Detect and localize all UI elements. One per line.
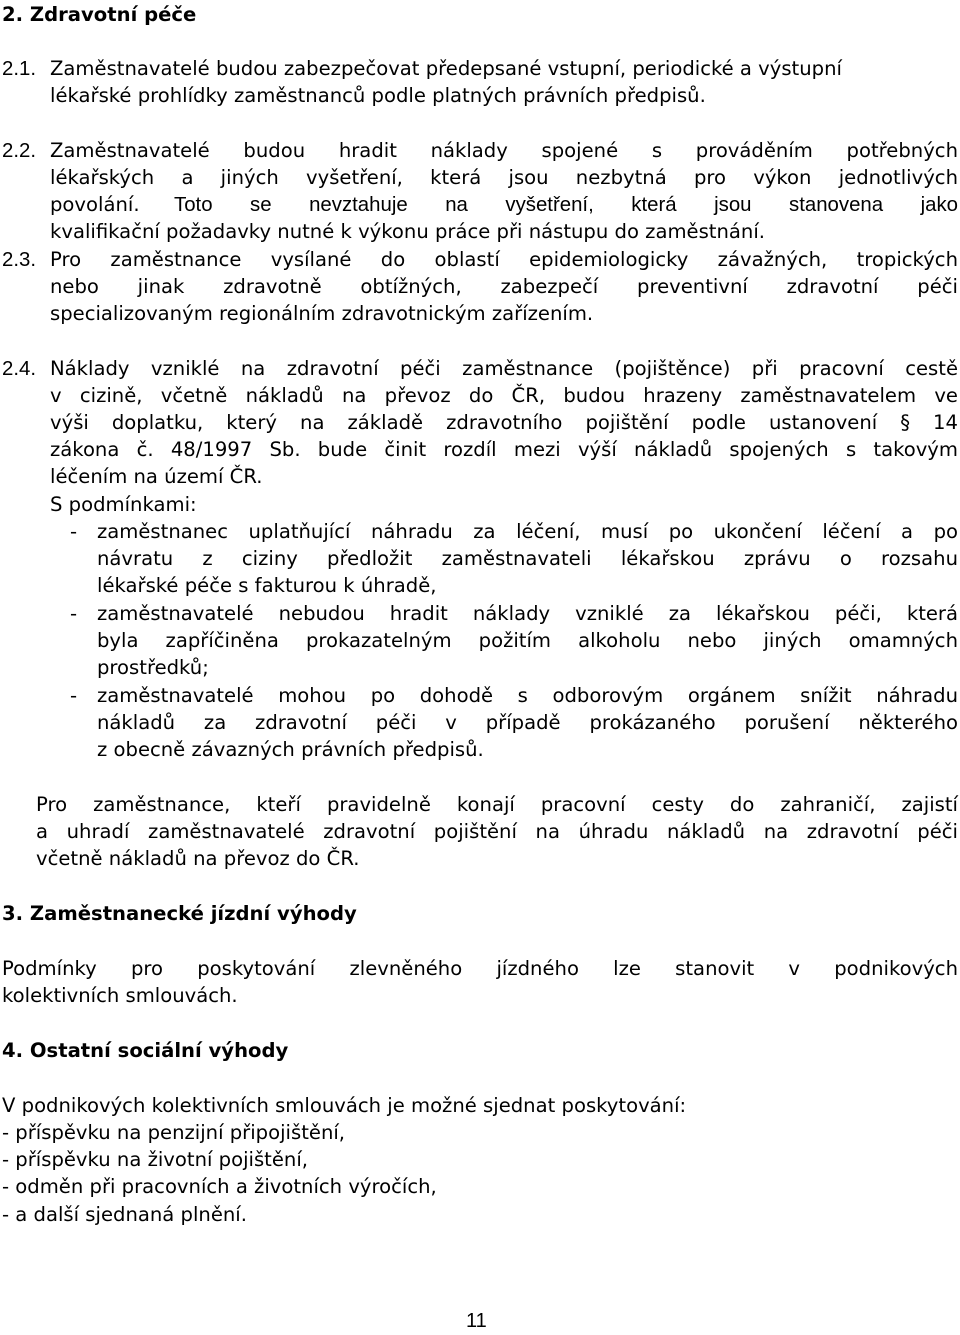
bullet-2-line-3: prostředků; bbox=[97, 656, 209, 679]
list-item: - příspěvku na penzijní připojištění, bbox=[2, 1121, 346, 1144]
paragraph-2-4-line-1: Náklady vzniklé na zdravotní péči zaměstnance (pojištěnce) při pracovní cestě bbox=[50, 357, 958, 380]
bullet-2-line-2: byla zapříčiněna prokazatelným požitím alkoholu nebo jiných omamných bbox=[97, 629, 958, 652]
bullet-3-line-2: nákladů za zdravotní péči v případě prokázaného porušení některého bbox=[97, 711, 958, 734]
paragraph-2-1-line-1: Zaměstnavatelé budou zabezpečovat předepsané vstupní, periodické a výstupní bbox=[50, 57, 842, 80]
section-4-heading: 4. Ostatní sociální výhody bbox=[2, 1039, 289, 1062]
paragraph-2-4-line-2: v cizině, včetně nákladů na převoz do ČR, budou hrazeny zaměstnavatelem ve bbox=[50, 384, 958, 407]
page-number: 11 bbox=[466, 1310, 487, 1332]
paragraph-number-2-3: 2.3. bbox=[2, 249, 37, 271]
bullet-2-dash: - bbox=[70, 602, 78, 625]
paragraph-2-4-line-3: výši doplatku, který na základě zdravotního pojištění podle ustanovení § 14 bbox=[50, 411, 958, 434]
list-item: - příspěvku na životní pojištění, bbox=[2, 1148, 309, 1171]
bullet-1-dash: - bbox=[70, 520, 78, 543]
conditions-label: S podmínkami: bbox=[50, 493, 197, 516]
bullet-3-dash: - bbox=[70, 684, 78, 707]
bullet-3-line-3: z obecně závazných právních předpisů. bbox=[97, 738, 484, 761]
paragraph-number-2-2: 2.2. bbox=[2, 140, 37, 162]
section-4-intro: V podnikových kolektivních smlouvách je možné sjednat poskytování: bbox=[2, 1094, 687, 1117]
paragraph-2-2-line-3b: Toto se nevztahuje na vyšetření, která jsou stanovena jako bbox=[174, 194, 958, 216]
paragraph-2-4-line-5: léčením na území ČR. bbox=[50, 465, 263, 488]
paragraph-2-1-line-2: lékařské prohlídky zaměstnanců podle platných právních předpisů. bbox=[50, 84, 706, 107]
section-3-line-2: kolektivních smlouvách. bbox=[2, 984, 238, 1007]
paragraph-2-3-line-3: specializovaným regionálním zdravotnickým zařízením. bbox=[50, 302, 594, 325]
section-2-heading: 2. Zdravotní péče bbox=[2, 3, 197, 26]
paragraph-2-2-line-4: kvalifikační požadavky nutné k výkonu práce při nástupu do zaměstnání. bbox=[50, 220, 765, 243]
bullet-1-line-2: návratu z ciziny předložit zaměstnavateli lékařskou zprávu o rozsahu bbox=[97, 547, 958, 570]
bullet-1-line-1: zaměstnanec uplatňující náhradu za léčení, musí po ukončení léčení a po bbox=[97, 520, 958, 543]
list-item: - a další sjednaná plnění. bbox=[2, 1203, 247, 1226]
closing-paragraph-line-2: a uhradí zaměstnavatelé zdravotní pojištění na úhradu nákladů na zdravotní péči bbox=[36, 820, 958, 843]
closing-paragraph-line-3: včetně nákladů na převoz do ČR. bbox=[36, 847, 360, 870]
paragraph-number-2-4: 2.4. bbox=[2, 358, 37, 380]
paragraph-2-3-line-1: Pro zaměstnance vysílané do oblastí epidemiologicky závažných, tropických bbox=[50, 248, 958, 271]
paragraph-2-2-line-1: Zaměstnavatelé budou hradit náklady spojené s prováděním potřebných bbox=[50, 139, 958, 162]
paragraph-number-2-1: 2.1. bbox=[2, 58, 37, 80]
paragraph-2-3-line-2: nebo jinak zdravotně obtížných, zabezpečí preventivní zdravotní péči bbox=[50, 275, 958, 298]
section-3-line-1: Podmínky pro poskytování zlevněného jízdného lze stanovit v podnikových bbox=[2, 957, 958, 980]
bullet-2-line-1: zaměstnavatelé nebudou hradit náklady vzniklé za lékařskou péči, která bbox=[97, 602, 958, 625]
bullet-3-line-1: zaměstnavatelé mohou po dohodě s odborovým orgánem snížit náhradu bbox=[97, 684, 958, 707]
paragraph-2-2-line-2: lékařských a jiných vyšetření, která jsou nezbytná pro výkon jednotlivých bbox=[50, 166, 958, 189]
list-item: - odměn při pracovních a životních výročích, bbox=[2, 1175, 437, 1198]
closing-paragraph-line-1: Pro zaměstnance, kteří pravidelně konají pracovní cesty do zahraničí, zajistí bbox=[36, 793, 958, 816]
section-3-heading: 3. Zaměstnanecké jízdní výhody bbox=[2, 902, 357, 925]
paragraph-2-4-line-4: zákona č. 48/1997 Sb. bude činit rozdíl mezi výší nákladů spojených s takovým bbox=[50, 438, 958, 461]
bullet-1-line-3: lékařské péče s fakturou k úhradě, bbox=[97, 574, 437, 597]
paragraph-2-2-line-3a: povolání. bbox=[50, 193, 140, 216]
